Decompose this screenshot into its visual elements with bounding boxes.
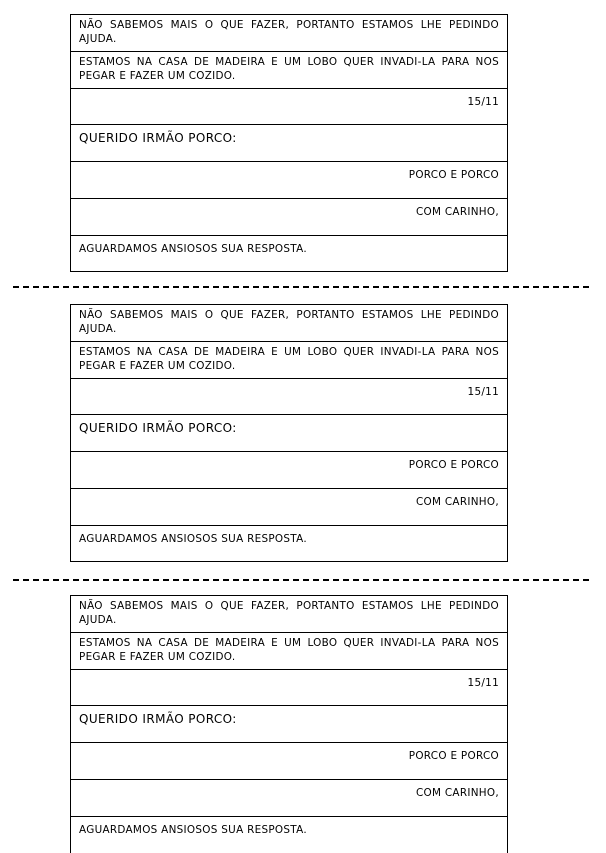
help-request-line-1: NÃO SABEMOS MAIS O QUE FAZER, PORTANTO ESTAMOS LHE PEDINDO — [79, 600, 499, 612]
help-request-line-2: AJUDA. — [79, 33, 117, 45]
awaiting-row — [71, 236, 507, 272]
date-text: 15/11 — [467, 677, 499, 689]
letter-card-3 — [70, 595, 508, 853]
date-text: 15/11 — [467, 386, 499, 398]
awaiting-row — [71, 526, 507, 562]
help-request-row — [71, 15, 507, 52]
date-row — [71, 379, 507, 415]
house-situation-row — [71, 342, 507, 379]
closing-text: COM CARINHO, — [415, 206, 499, 218]
signature-text: PORCO E PORCO — [408, 750, 499, 762]
house-situation-row — [71, 633, 507, 670]
closing-row — [71, 199, 507, 236]
help-request-row — [71, 305, 507, 342]
letter-card-2 — [70, 304, 508, 562]
house-situation-line-1: ESTAMOS NA CASA DE MADEIRA E UM LOBO QUER INVADI-LA PARA NOS — [79, 346, 499, 358]
awaiting-text: AGUARDAMOS ANSIOSOS SUA RESPOSTA. — [79, 243, 307, 255]
closing-row — [71, 780, 507, 817]
help-request-line-1: NÃO SABEMOS MAIS O QUE FAZER, PORTANTO ESTAMOS LHE PEDINDO — [79, 309, 499, 321]
signature-row — [71, 743, 507, 780]
cut-line-2 — [13, 579, 589, 581]
help-request-line-1: NÃO SABEMOS MAIS O QUE FAZER, PORTANTO ESTAMOS LHE PEDINDO — [79, 19, 499, 31]
signature-text: PORCO E PORCO — [408, 169, 499, 181]
date-text: 15/11 — [467, 96, 499, 108]
house-situation-line-2: PEGAR E FAZER UM COZIDO. — [79, 651, 236, 663]
greeting-text: QUERIDO IRMÃO PORCO: — [79, 131, 237, 145]
greeting-row — [71, 415, 507, 452]
date-row — [71, 89, 507, 125]
closing-text: COM CARINHO, — [415, 787, 499, 799]
awaiting-row — [71, 817, 507, 853]
awaiting-text: AGUARDAMOS ANSIOSOS SUA RESPOSTA. — [79, 533, 307, 545]
awaiting-text: AGUARDAMOS ANSIOSOS SUA RESPOSTA. — [79, 824, 307, 836]
cut-line-1 — [13, 286, 589, 288]
house-situation-line-1: ESTAMOS NA CASA DE MADEIRA E UM LOBO QUER INVADI-LA PARA NOS — [79, 56, 499, 68]
house-situation-line-2: PEGAR E FAZER UM COZIDO. — [79, 70, 236, 82]
signature-text: PORCO E PORCO — [408, 459, 499, 471]
signature-row — [71, 162, 507, 199]
closing-row — [71, 489, 507, 526]
help-request-row — [71, 596, 507, 633]
closing-text: COM CARINHO, — [415, 496, 499, 508]
help-request-line-2: AJUDA. — [79, 614, 117, 626]
letter-card-1 — [70, 14, 508, 272]
house-situation-line-1: ESTAMOS NA CASA DE MADEIRA E UM LOBO QUER INVADI-LA PARA NOS — [79, 637, 499, 649]
greeting-text: QUERIDO IRMÃO PORCO: — [79, 712, 237, 726]
help-request-line-2: AJUDA. — [79, 323, 117, 335]
signature-row — [71, 452, 507, 489]
greeting-row — [71, 706, 507, 743]
date-row — [71, 670, 507, 706]
greeting-row — [71, 125, 507, 162]
house-situation-line-2: PEGAR E FAZER UM COZIDO. — [79, 360, 236, 372]
greeting-text: QUERIDO IRMÃO PORCO: — [79, 421, 237, 435]
house-situation-row — [71, 52, 507, 89]
